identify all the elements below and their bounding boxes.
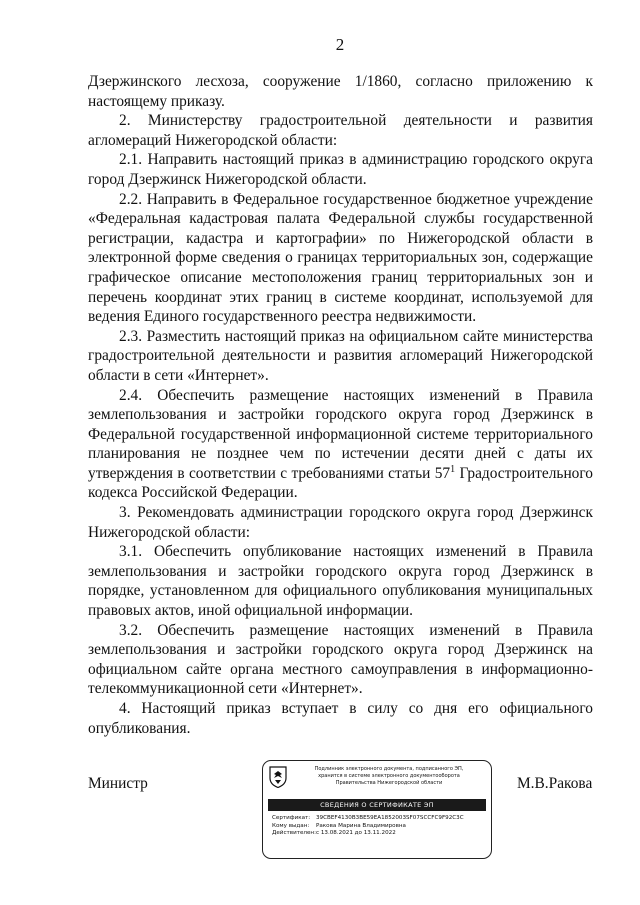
certificate-validity-value: с 13.08.2021 до 13.11.2022: [316, 830, 396, 837]
paragraph-item-4: 4. Настоящий приказ вступает в силу со дня его официального опубликования.: [88, 700, 593, 737]
paragraph-item-2-4-tail: Градостроительного кодекса Российской Федерации.: [88, 464, 593, 502]
paragraph-item-2-4: [88, 386, 593, 504]
electronic-signature-stamp: [262, 760, 492, 859]
article-superscript: 1: [450, 463, 456, 475]
signatory-name: М.В.Ракова: [517, 775, 593, 792]
certificate-value: 39CBEF4130B3BE59EA1852003SF07SCCFC9F92C3C: [316, 815, 464, 821]
certificate-details: [272, 815, 487, 838]
certificate-validity-label: Действителен:: [272, 830, 316, 837]
stamp-banner: СВЕДЕНИЯ О СЕРТИФИКАТЕ ЭП: [268, 799, 486, 811]
order-body-text: [88, 72, 593, 738]
paragraph-continuation: Дзержинского лесхоза, сооружение 1/1860, согласно приложению к настоящему приказу.: [88, 73, 593, 110]
certificate-validity-row: [272, 830, 487, 838]
page-number: 2: [335, 35, 345, 54]
certificate-row: [272, 815, 487, 823]
certificate-owner-value: Ракова Марина Владимировна: [316, 822, 406, 829]
stamp-header-line: Подлинник электронного документа, подписанного ЭП,: [314, 766, 464, 772]
stamp-header-line: хранится в системе электронного документооборота: [318, 773, 460, 779]
certificate-owner-label: Кому выдан:: [272, 822, 310, 829]
paragraph-item-2: 2. Министерству градостроительной деятельности и развития агломераций Нижегородской области:: [88, 112, 593, 149]
paragraph-item-2-1: 2.1. Направить настоящий приказ в администрацию городского округа город Дзержинск Нижегородской области.: [88, 151, 593, 188]
paragraph-item-2-3: 2.3. Разместить настоящий приказ на официальном сайте министерства градостроительной деятельности и развития агломераций Нижегородской области в сети «Интернет».: [88, 327, 593, 384]
coat-of-arms-icon: [269, 766, 287, 788]
certificate-label: Сертификат:: [272, 815, 311, 821]
paragraph-item-3-2: 3.2. Обеспечить размещение настоящих изменений в Правила землепользования и застройки городского округа город Дзержинск на официальном сайте органа местного самоуправления в информационно-телекоммуникационной сети «Интернет».: [88, 621, 593, 698]
paragraph-item-2-4-main: 2.4. Обеспечить размещение настоящих изменений в Правила землепользования и застройки городского округа город Дзержинск в Федеральной государственной информационной системе территориального планирования не позднее чем по истечении десяти дней с даты их утверждения в соответствии с требованиями статьи 57: [88, 386, 593, 482]
paragraph-item-3-1: 3.1. Обеспечить опубликование настоящих изменений в Правила землепользования и застройки городского округа город Дзержинск в порядке, установленном для официального опубликования муниципальных правовых актов, иной официальной информации.: [88, 543, 593, 620]
paragraph-item-2-2: 2.2. Направить в Федеральное государственное бюджетное учреждение «Федеральная кадастровая палата Федеральной службы государственной регистрации, кадастра и картографии» по Нижегородской области в электронной форме сведения о границах территориальных зон, содержащие графическое описание местоположения границ территориальных зон и перечень координат этих границ в системе координат, используемой для ведения Единого государственного реестра недвижимости.: [88, 190, 593, 326]
stamp-header-line: Правительства Нижегородской области: [335, 780, 443, 786]
paragraph-item-3: 3. Рекомендовать администрации городского округа город Дзержинск Нижегородской области:: [88, 504, 593, 541]
signatory-title: Министр: [88, 775, 148, 792]
stamp-header: [291, 766, 487, 787]
